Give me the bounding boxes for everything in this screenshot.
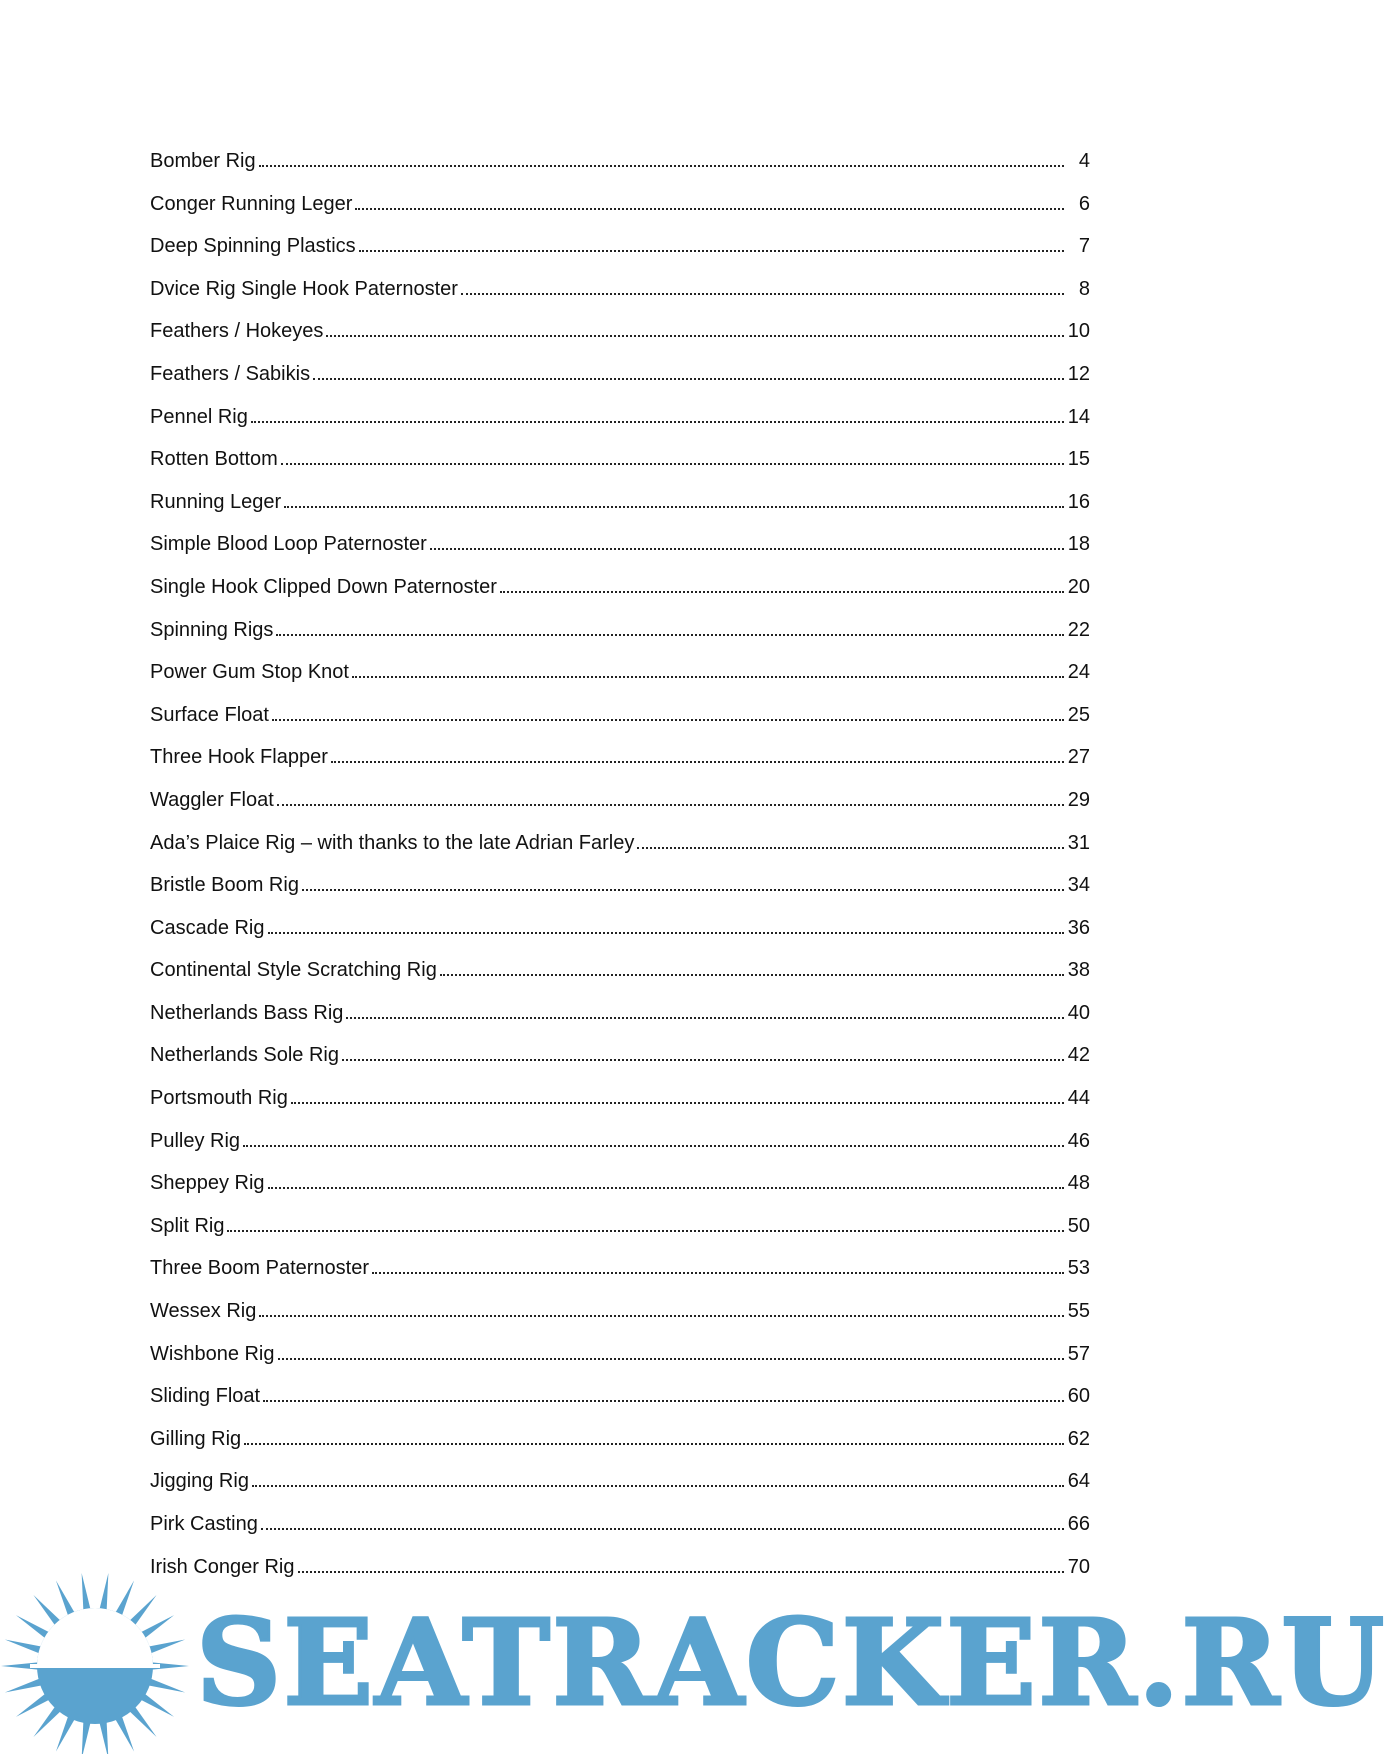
toc-entry-title: Netherlands Sole Rig: [150, 1044, 339, 1067]
toc-dot-leader: [244, 1443, 1064, 1445]
toc-dot-leader: [243, 1145, 1064, 1147]
toc-entry-page-number: 42: [1067, 1044, 1090, 1067]
toc-entry-title: Sheppey Rig: [150, 1172, 265, 1195]
toc-dot-leader: [372, 1272, 1064, 1274]
toc-entry-title: Dvice Rig Single Hook Paternoster: [150, 277, 458, 300]
toc-entry-page-number: 18: [1067, 533, 1090, 556]
toc-entry-page-number: 10: [1067, 320, 1090, 343]
toc-entry-page-number: 16: [1067, 490, 1090, 513]
toc-entry-title: Continental Style Scratching Rig: [150, 959, 437, 982]
toc-entry-title: Ada’s Plaice Rig – with thanks to the late Adrian Farley: [150, 831, 635, 854]
toc-entry-page-number: 66: [1067, 1513, 1090, 1535]
toc-entry-page-number: 62: [1067, 1427, 1090, 1450]
toc-entry[interactable]: [150, 742, 1090, 785]
toc-entry-title: Bomber Rig: [150, 150, 256, 172]
toc-entry[interactable]: [150, 828, 1090, 871]
toc-entry-page-number: 34: [1067, 874, 1090, 897]
table-of-contents: [150, 146, 1090, 1594]
toc-dot-leader: [359, 250, 1064, 252]
toc-dot-leader: [276, 634, 1063, 636]
toc-entry-title: Jigging Rig: [150, 1470, 249, 1493]
toc-dot-leader: [302, 889, 1064, 891]
toc-entry[interactable]: [150, 1168, 1090, 1211]
toc-dot-leader: [259, 165, 1064, 167]
toc-entry[interactable]: [150, 955, 1090, 998]
toc-entry-page-number: 14: [1067, 405, 1090, 428]
toc-dot-leader: [355, 208, 1064, 210]
toc-entry[interactable]: [150, 402, 1090, 445]
toc-entry-title: Wishbone Rig: [150, 1342, 275, 1365]
toc-entry-page-number: 50: [1067, 1214, 1090, 1237]
toc-entry-title: Running Leger: [150, 490, 282, 513]
toc-dot-leader: [313, 378, 1064, 380]
toc-dot-leader: [272, 719, 1064, 721]
toc-dot-leader: [326, 335, 1063, 337]
toc-entry-title: Cascade Rig: [150, 916, 265, 939]
toc-entry-page-number: 29: [1067, 788, 1090, 811]
toc-entry[interactable]: [150, 1211, 1090, 1254]
toc-dot-leader: [637, 847, 1063, 849]
toc-dot-leader: [440, 974, 1064, 976]
toc-entry-page-number: 8: [1078, 277, 1090, 300]
toc-entry-page-number: 38: [1067, 959, 1090, 982]
toc-entry-page-number: 64: [1067, 1470, 1090, 1493]
toc-dot-leader: [284, 506, 1064, 508]
toc-dot-leader: [342, 1059, 1064, 1061]
toc-entry[interactable]: [150, 615, 1090, 658]
toc-dot-leader: [331, 761, 1064, 763]
toc-entry[interactable]: [150, 189, 1090, 232]
toc-entry-page-number: 7: [1078, 235, 1090, 258]
toc-entry-title: Bristle Boom Rig: [150, 874, 299, 897]
toc-entry-page-number: 48: [1067, 1172, 1090, 1195]
toc-entry-page-number: 57: [1067, 1342, 1090, 1365]
toc-dot-leader: [278, 1358, 1064, 1360]
toc-dot-leader: [268, 932, 1064, 934]
toc-entry[interactable]: [150, 529, 1090, 572]
toc-entry[interactable]: [150, 316, 1090, 359]
toc-entry[interactable]: [150, 1126, 1090, 1169]
toc-dot-leader: [500, 591, 1064, 593]
toc-entry[interactable]: [150, 487, 1090, 530]
toc-entry-title: Simple Blood Loop Paternoster: [150, 533, 427, 556]
toc-dot-leader: [252, 1485, 1064, 1487]
toc-entry-title: Netherlands Bass Rig: [150, 1001, 344, 1024]
toc-dot-leader: [263, 1400, 1064, 1402]
toc-entry-page-number: 25: [1067, 703, 1090, 726]
toc-entry[interactable]: [150, 1424, 1090, 1467]
toc-entry[interactable]: [150, 785, 1090, 828]
toc-entry[interactable]: [150, 998, 1090, 1041]
toc-dot-leader: [251, 421, 1064, 423]
footer-logo: [0, 1568, 1386, 1754]
toc-entry-title: Single Hook Clipped Down Paternoster: [150, 575, 497, 598]
toc-entry[interactable]: [150, 913, 1090, 956]
toc-dot-leader: [281, 463, 1064, 465]
toc-entry[interactable]: [150, 1509, 1090, 1552]
toc-entry[interactable]: [150, 1466, 1090, 1509]
toc-entry-title: Three Hook Flapper: [150, 746, 328, 769]
toc-entry-page-number: 4: [1078, 150, 1090, 172]
toc-entry-title: Sliding Float: [150, 1385, 261, 1408]
toc-entry[interactable]: [150, 1339, 1090, 1382]
toc-entry[interactable]: [150, 1040, 1090, 1083]
toc-entry[interactable]: [150, 1296, 1090, 1339]
toc-entry-title: Three Boom Paternoster: [150, 1257, 369, 1280]
toc-entry[interactable]: [150, 572, 1090, 615]
toc-entry-title: Power Gum Stop Knot: [150, 661, 349, 684]
toc-entry[interactable]: [150, 146, 1090, 189]
toc-entry-page-number: 53: [1067, 1257, 1090, 1280]
toc-entry-title: Pulley Rig: [150, 1129, 241, 1152]
toc-entry[interactable]: [150, 444, 1090, 487]
toc-entry-title: Wessex Rig: [150, 1300, 257, 1323]
toc-entry-page-number: 46: [1067, 1129, 1090, 1152]
toc-entry-title: Spinning Rigs: [150, 618, 274, 641]
toc-entry[interactable]: [150, 231, 1090, 274]
toc-entry-page-number: 15: [1067, 448, 1090, 471]
toc-entry[interactable]: [150, 700, 1090, 743]
toc-entry[interactable]: [150, 657, 1090, 700]
toc-dot-leader: [346, 1017, 1063, 1019]
toc-entry-page-number: 44: [1067, 1087, 1090, 1110]
logo-wordmark: SEATRACKER.RU: [196, 1593, 1386, 1732]
toc-dot-leader: [261, 1528, 1064, 1530]
toc-entry-page-number: 60: [1067, 1385, 1090, 1408]
toc-entry-title: Irish Conger Rig: [150, 1555, 295, 1578]
toc-dot-leader: [277, 804, 1064, 806]
toc-dot-leader: [430, 548, 1064, 550]
toc-entry-title: Portsmouth Rig: [150, 1087, 288, 1110]
toc-entry-page-number: 12: [1067, 362, 1090, 385]
toc-dot-leader: [268, 1187, 1064, 1189]
toc-dot-leader: [461, 293, 1064, 295]
toc-entry-title: Rotten Bottom: [150, 448, 278, 471]
toc-entry-title: Pirk Casting: [150, 1513, 258, 1535]
toc-dot-leader: [259, 1315, 1063, 1317]
toc-entry-page-number: 55: [1067, 1300, 1090, 1323]
toc-entry-page-number: 36: [1067, 916, 1090, 939]
toc-entry-page-number: 31: [1067, 831, 1090, 854]
toc-entry-title: Feathers / Sabikis: [150, 362, 311, 385]
toc-entry-title: Pennel Rig: [150, 405, 248, 428]
toc-entry-title: Gilling Rig: [150, 1427, 242, 1450]
toc-entry-title: Waggler Float: [150, 788, 274, 811]
toc-entry[interactable]: [150, 1381, 1090, 1424]
toc-entry-title: Surface Float: [150, 703, 269, 726]
toc-entry[interactable]: [150, 870, 1090, 913]
toc-entry-page-number: 6: [1078, 192, 1090, 215]
toc-dot-leader: [291, 1102, 1064, 1104]
toc-entry[interactable]: [150, 1253, 1090, 1296]
toc-entry[interactable]: [150, 274, 1090, 317]
toc-entry-title: Conger Running Leger: [150, 192, 353, 215]
toc-dot-leader: [352, 676, 1064, 678]
toc-entry-page-number: 20: [1067, 575, 1090, 598]
toc-dot-leader: [227, 1230, 1063, 1232]
toc-entry[interactable]: [150, 1083, 1090, 1126]
sun-icon: [0, 1568, 190, 1754]
toc-entry-page-number: 70: [1067, 1555, 1090, 1578]
toc-entry-page-number: 40: [1067, 1001, 1090, 1024]
toc-entry-title: Feathers / Hokeyes: [150, 320, 324, 343]
toc-entry-title: Split Rig: [150, 1214, 225, 1237]
toc-entry-page-number: 22: [1067, 618, 1090, 641]
toc-entry-page-number: 27: [1067, 746, 1090, 769]
toc-entry-title: Deep Spinning Plastics: [150, 235, 356, 258]
toc-entry[interactable]: [150, 359, 1090, 402]
toc-entry-page-number: 24: [1067, 661, 1090, 684]
